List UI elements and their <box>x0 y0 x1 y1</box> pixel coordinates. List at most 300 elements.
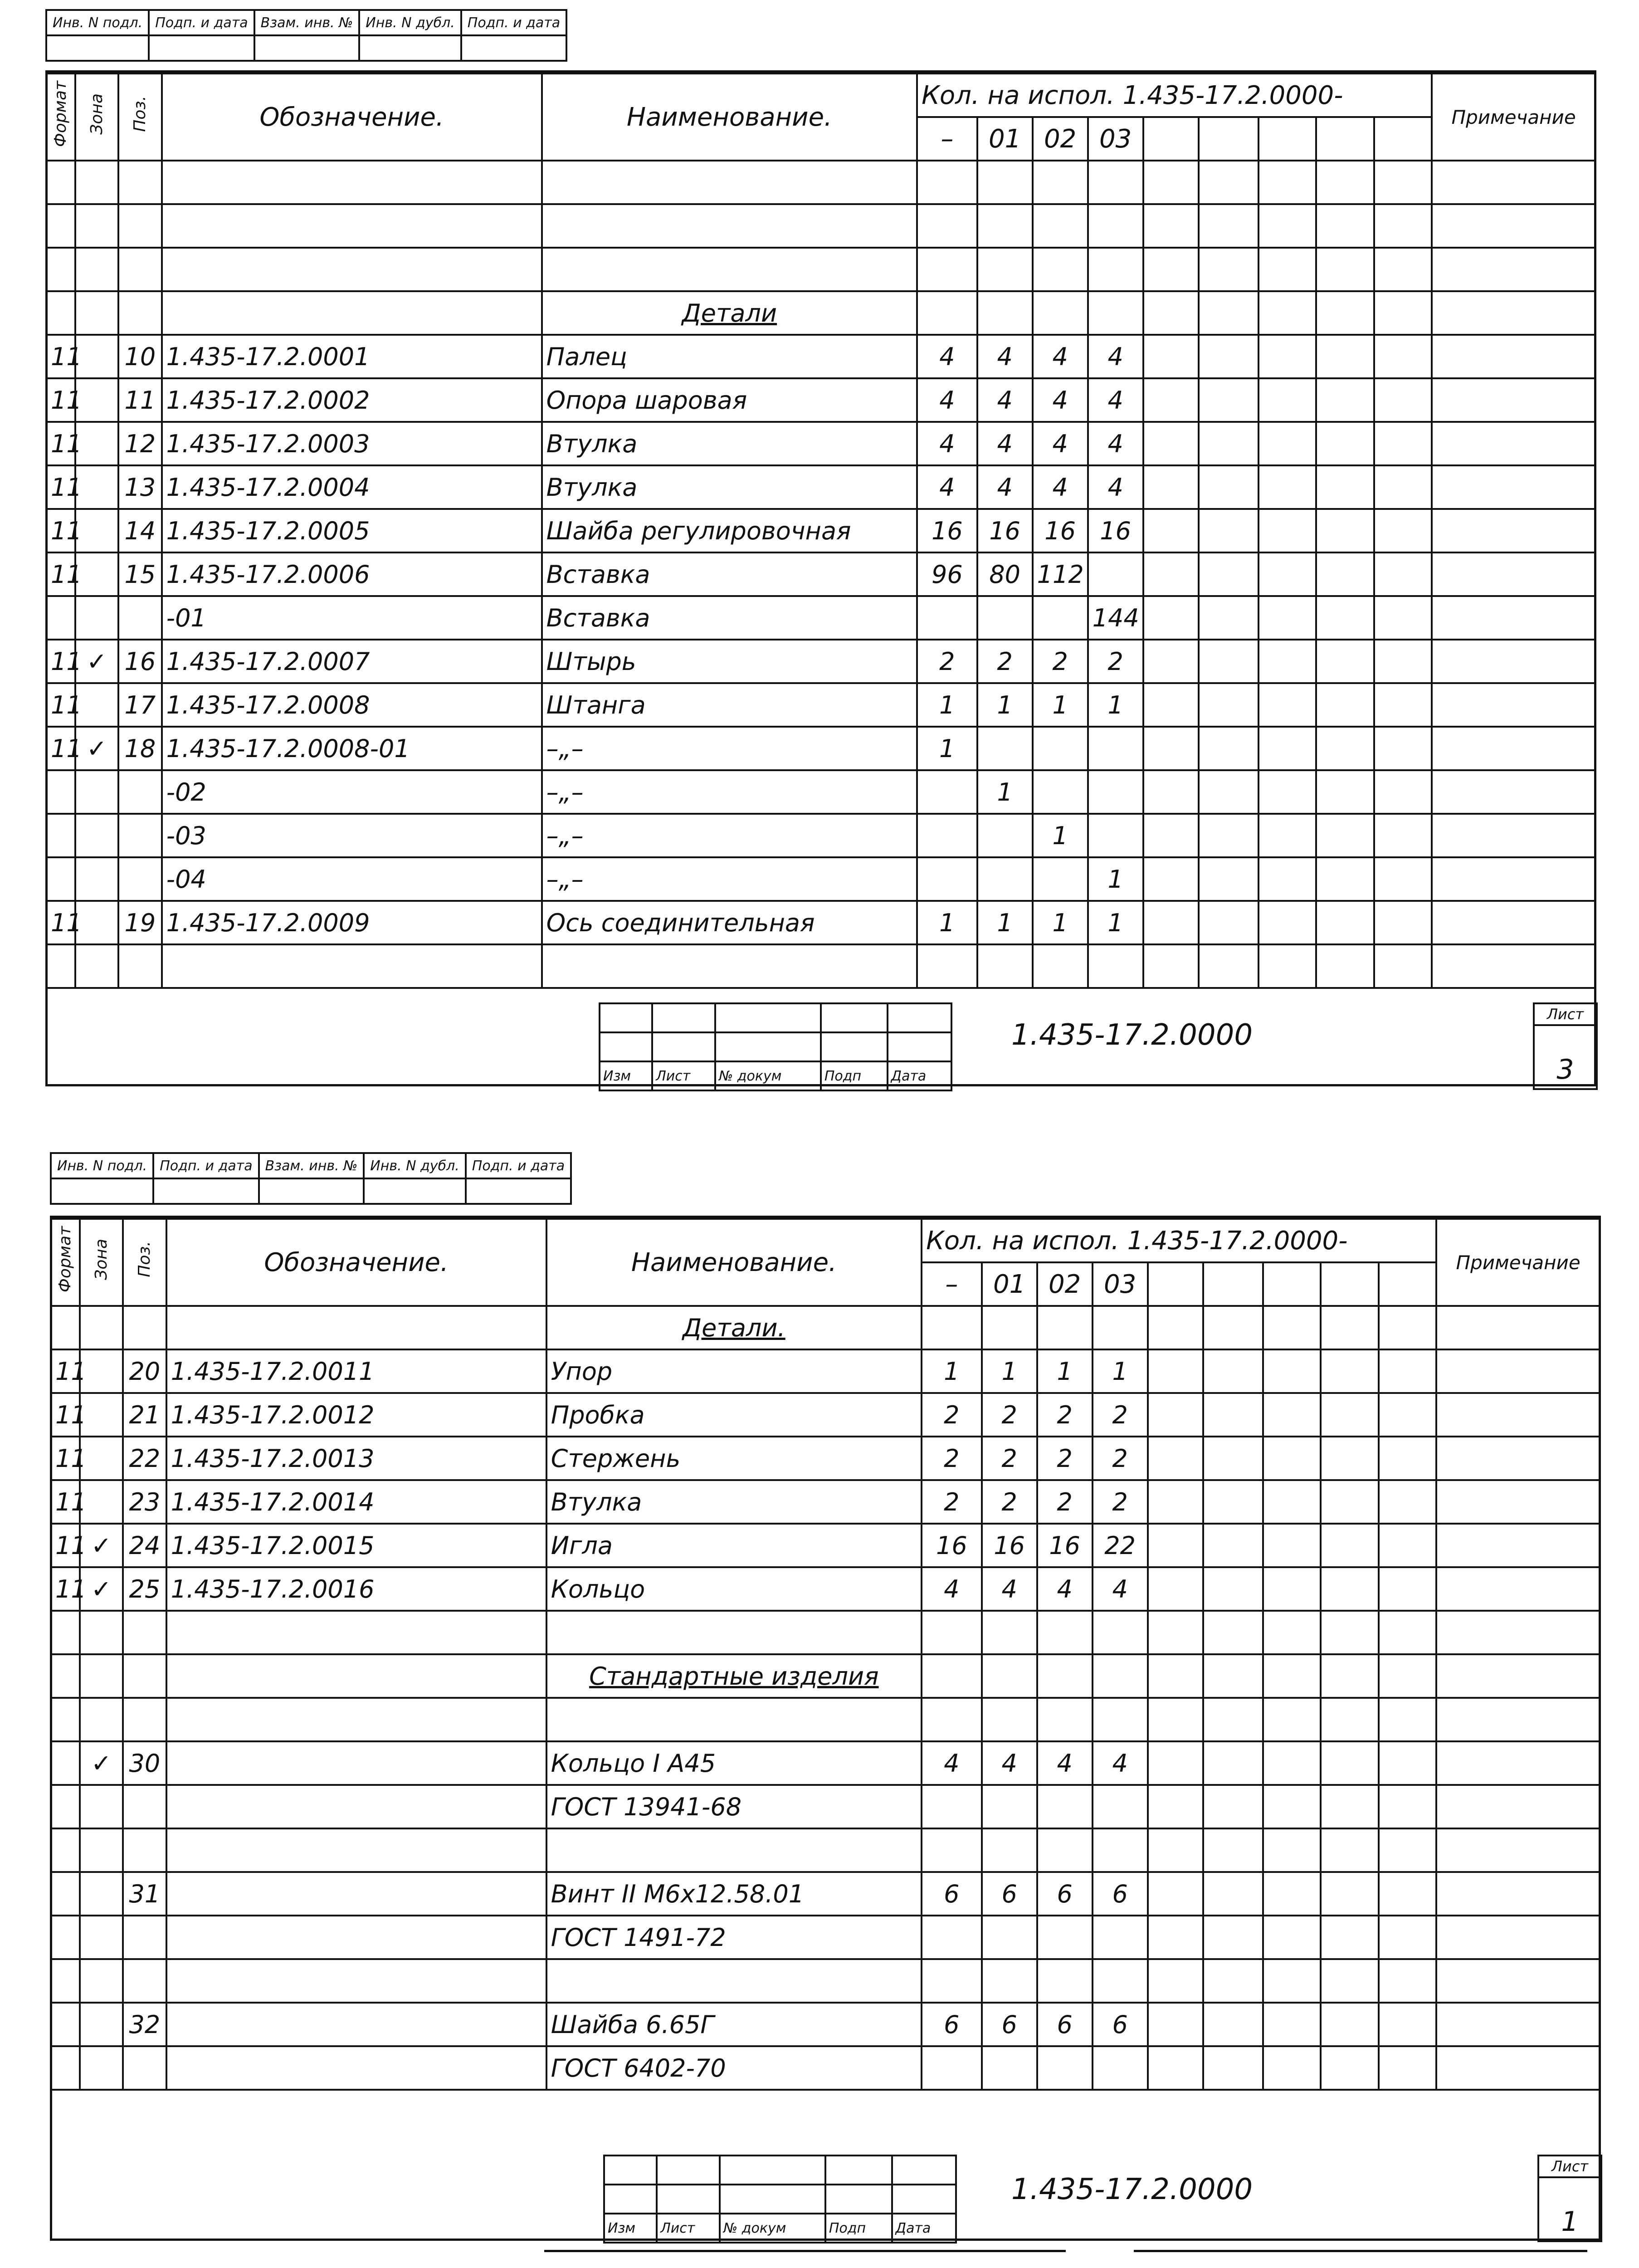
empty-cell <box>1316 248 1374 291</box>
empty-cell <box>1148 2046 1203 2090</box>
sheet-number: 1 <box>1561 2206 1579 2238</box>
name-cell: –„– <box>542 857 917 901</box>
name-cell: Винт II M6x12.58.01 <box>546 1872 922 1916</box>
table-row <box>46 857 1595 901</box>
qty-cell: 4 <box>977 422 1033 465</box>
table-row <box>51 2003 1600 2046</box>
table-row <box>46 422 1595 465</box>
empty-cell <box>1316 727 1374 770</box>
empty-cell <box>1432 291 1595 335</box>
empty-cell <box>1143 552 1199 596</box>
empty-cell <box>917 204 977 248</box>
empty-cell <box>1093 1698 1148 1741</box>
empty-cell <box>162 248 542 291</box>
table-row <box>46 552 1595 596</box>
empty-cell <box>162 944 542 988</box>
empty-cell <box>1436 1611 1600 1654</box>
qty-cell: 6 <box>1093 2003 1148 2046</box>
table-row <box>51 1785 1600 1828</box>
section-title: Детали <box>542 291 917 335</box>
designation-cell: 1.435-17.2.0005 <box>162 509 542 552</box>
empty-cell <box>1321 1393 1378 1437</box>
title-block <box>599 1002 952 1091</box>
spec-table <box>50 1218 1601 2091</box>
pos-cell: 23 <box>123 1480 166 1524</box>
empty-cell <box>1093 1306 1148 1349</box>
format-cell: 11 <box>46 465 75 509</box>
qty-col: 02 <box>1033 117 1088 161</box>
col-format: Формат <box>46 73 75 161</box>
empty-cell <box>1374 291 1432 335</box>
empty-cell <box>1379 1349 1436 1393</box>
qty-cell: 16 <box>982 1524 1037 1567</box>
name-cell: ГОСТ 1491-72 <box>546 1916 922 1959</box>
empty-cell <box>1432 857 1595 901</box>
empty-cell <box>1321 1828 1378 1872</box>
empty-cell <box>1143 944 1199 988</box>
empty-cell <box>166 1306 546 1349</box>
empty-cell <box>1379 1437 1436 1480</box>
qty-cell: 2 <box>1037 1480 1093 1524</box>
stamp-cell: Взам. инв. № <box>254 10 360 35</box>
pos-cell <box>123 2046 166 2090</box>
empty-cell <box>1203 1828 1263 1872</box>
empty-cell <box>1199 552 1259 596</box>
pos-cell: 30 <box>123 1741 166 1785</box>
qty-cell: 16 <box>1033 509 1088 552</box>
empty-cell <box>1316 814 1374 857</box>
empty-cell <box>166 1698 546 1741</box>
qty-cell: 4 <box>922 1567 982 1611</box>
empty-cell <box>1436 1393 1600 1437</box>
empty-cell <box>917 248 977 291</box>
col-name: Наименование. <box>546 1219 922 1306</box>
empty-cell <box>1203 1916 1263 1959</box>
table-row <box>46 335 1595 378</box>
table-row <box>51 1611 1600 1654</box>
empty-cell <box>1093 1828 1148 1872</box>
empty-cell <box>1379 1959 1436 2003</box>
empty-cell <box>546 1959 922 2003</box>
designation-cell <box>166 2003 546 2046</box>
empty-cell <box>1033 944 1088 988</box>
empty-cell <box>1374 509 1432 552</box>
name-cell: –„– <box>542 727 917 770</box>
empty-cell <box>1199 335 1259 378</box>
qty-cell <box>1088 727 1143 770</box>
name-cell: Втулка <box>546 1480 922 1524</box>
empty-cell <box>1148 1785 1203 1828</box>
qty-cell: 22 <box>1093 1524 1148 1567</box>
empty-cell <box>1374 422 1432 465</box>
designation-cell: 1.435-17.2.0013 <box>166 1437 546 1480</box>
empty-cell <box>1093 1654 1148 1698</box>
stamp-cell: Подп. и дата <box>149 10 254 35</box>
qty-cell: 4 <box>982 1567 1037 1611</box>
qty-cell: 4 <box>1088 335 1143 378</box>
format-cell: 11 <box>51 1480 80 1524</box>
empty-cell <box>1088 161 1143 204</box>
name-cell: Ось соединительная <box>542 901 917 944</box>
empty-cell <box>1143 727 1199 770</box>
qty-cell: 2 <box>922 1437 982 1480</box>
section-row <box>51 1654 1600 1698</box>
qty-cell: 2 <box>922 1480 982 1524</box>
empty-cell <box>1436 1698 1600 1741</box>
empty-cell <box>51 1698 80 1741</box>
table-row <box>46 378 1595 422</box>
qty-col: 03 <box>1088 117 1143 161</box>
empty-cell <box>1259 640 1316 683</box>
empty-cell <box>1033 204 1088 248</box>
empty-cell <box>1199 378 1259 422</box>
empty-cell <box>1259 770 1316 814</box>
qty-cell: 1 <box>917 683 977 727</box>
empty-cell <box>1263 1480 1321 1524</box>
empty-cell <box>46 248 75 291</box>
empty-cell <box>1203 1393 1263 1437</box>
empty-cell <box>1436 1480 1600 1524</box>
empty-cell <box>1143 683 1199 727</box>
empty-cell <box>922 1828 982 1872</box>
empty-cell <box>1143 161 1199 204</box>
empty-cell <box>46 161 75 204</box>
empty-cell <box>1374 727 1432 770</box>
tb-label: № докум <box>715 1061 821 1090</box>
pos-cell: 24 <box>123 1524 166 1567</box>
empty-cell <box>1148 1437 1203 1480</box>
format-cell <box>46 814 75 857</box>
qty-cell: 16 <box>977 509 1033 552</box>
empty-cell <box>1148 1654 1203 1698</box>
empty-cell <box>1263 2003 1321 2046</box>
designation-cell <box>166 1872 546 1916</box>
empty-cell <box>1321 1959 1378 2003</box>
zone-cell: ✓ <box>80 1524 123 1567</box>
empty-cell <box>1379 2046 1436 2090</box>
empty-cell <box>166 1654 546 1698</box>
empty-cell <box>1316 465 1374 509</box>
empty-cell <box>1259 944 1316 988</box>
empty-cell <box>1203 1306 1263 1349</box>
pos-cell: 32 <box>123 2003 166 2046</box>
qty-cell: 2 <box>1093 1437 1148 1480</box>
empty-cell <box>1143 857 1199 901</box>
tb-label: Изм <box>600 1061 652 1090</box>
empty-cell <box>982 1306 1037 1349</box>
qty-cell: 4 <box>1093 1567 1148 1611</box>
empty-cell <box>1432 944 1595 988</box>
empty-cell <box>118 291 161 335</box>
format-cell <box>51 1785 80 1828</box>
empty-cell <box>1263 1828 1321 1872</box>
empty-cell <box>1203 2046 1263 2090</box>
qty-cell: 1 <box>1033 901 1088 944</box>
empty-cell <box>1088 291 1143 335</box>
empty-cell <box>1037 1306 1093 1349</box>
format-cell <box>51 2003 80 2046</box>
qty-cell: 6 <box>1037 1872 1093 1916</box>
empty-cell <box>51 1611 80 1654</box>
qty-cell: 4 <box>917 465 977 509</box>
empty-cell <box>1143 901 1199 944</box>
stamp-cell: Инв. N подл. <box>46 10 149 35</box>
stamp-row <box>50 1152 572 1205</box>
empty-cell <box>1148 2003 1203 2046</box>
title-block <box>603 2155 957 2244</box>
empty-cell <box>1259 509 1316 552</box>
empty-cell <box>1088 944 1143 988</box>
empty-cell <box>1199 814 1259 857</box>
qty-cell <box>1033 857 1088 901</box>
empty-cell <box>80 1654 123 1698</box>
tb-label: № докум <box>720 2214 825 2243</box>
empty-cell <box>166 1611 546 1654</box>
empty-cell <box>1374 683 1432 727</box>
designation-cell: 1.435-17.2.0011 <box>166 1349 546 1393</box>
empty-cell <box>1432 509 1595 552</box>
qty-cell <box>1037 2046 1093 2090</box>
format-cell: 11 <box>46 901 75 944</box>
empty-cell <box>922 1306 982 1349</box>
format-cell: 11 <box>51 1567 80 1611</box>
table-row <box>46 901 1595 944</box>
empty-cell <box>1199 465 1259 509</box>
empty-cell <box>1436 1349 1600 1393</box>
qty-cell: 1 <box>1088 683 1143 727</box>
stamp-cell: Подп. и дата <box>466 1153 571 1178</box>
empty-cell <box>1379 1654 1436 1698</box>
qty-cell: 2 <box>1033 640 1088 683</box>
qty-cell: 4 <box>1093 1741 1148 1785</box>
empty-cell <box>1432 378 1595 422</box>
empty-cell <box>1321 2046 1378 2090</box>
table-row <box>46 683 1595 727</box>
qty-cell: 6 <box>1037 2003 1093 2046</box>
empty-cell <box>1148 1698 1203 1741</box>
qty-cell: 1 <box>977 770 1033 814</box>
empty-cell <box>1259 422 1316 465</box>
qty-cell: 2 <box>977 640 1033 683</box>
empty-cell <box>166 1959 546 2003</box>
empty-cell <box>1263 1872 1321 1916</box>
designation-cell: 1.435-17.2.0014 <box>166 1480 546 1524</box>
empty-cell <box>1033 248 1088 291</box>
empty-cell <box>1148 1916 1203 1959</box>
empty-cell <box>1263 2046 1321 2090</box>
empty-cell <box>1432 248 1595 291</box>
section-row <box>51 1306 1600 1349</box>
qty-cell: 2 <box>1093 1393 1148 1437</box>
empty-cell <box>118 161 161 204</box>
qty-cell: 4 <box>917 378 977 422</box>
col-pos: Поз. <box>123 1219 166 1306</box>
empty-cell <box>1033 161 1088 204</box>
empty-cell <box>1143 335 1199 378</box>
qty-col: 03 <box>1093 1262 1148 1306</box>
table-row <box>51 1567 1600 1611</box>
qty-cell: 1 <box>1033 683 1088 727</box>
empty-cell <box>982 1611 1037 1654</box>
qty-cell <box>1037 1785 1093 1828</box>
empty-cell <box>1374 944 1432 988</box>
zone-cell <box>75 814 118 857</box>
table-row <box>46 814 1595 857</box>
empty-cell <box>1263 1306 1321 1349</box>
qty-cell: 4 <box>1088 422 1143 465</box>
empty-cell <box>75 161 118 204</box>
empty-cell <box>982 1698 1037 1741</box>
empty-cell <box>1316 422 1374 465</box>
name-cell: Стержень <box>546 1437 922 1480</box>
empty-cell <box>1259 857 1316 901</box>
format-cell: 11 <box>46 552 75 596</box>
qty-cell: 2 <box>1093 1480 1148 1524</box>
format-cell: 11 <box>46 683 75 727</box>
qty-cell <box>922 2046 982 2090</box>
empty-cell <box>1321 1741 1378 1785</box>
name-cell: –„– <box>542 770 917 814</box>
zone-cell: ✓ <box>75 640 118 683</box>
empty-cell <box>1374 378 1432 422</box>
empty-cell <box>1321 1611 1378 1654</box>
empty-cell <box>80 1698 123 1741</box>
empty-cell <box>1263 1611 1321 1654</box>
empty-cell <box>1263 1393 1321 1437</box>
qty-cell: 4 <box>1088 465 1143 509</box>
zone-cell <box>75 596 118 640</box>
qty-cell: 4 <box>922 1741 982 1785</box>
empty-cell <box>542 161 917 204</box>
designation-cell: -01 <box>162 596 542 640</box>
empty-cell <box>1093 1611 1148 1654</box>
sheet-1 <box>0 0 1639 1098</box>
pos-cell: 17 <box>118 683 161 727</box>
zone-cell <box>80 2046 123 2090</box>
qty-cell <box>1093 2046 1148 2090</box>
table-row <box>51 1959 1600 2003</box>
name-cell: Втулка <box>542 422 917 465</box>
empty-cell <box>1263 1916 1321 1959</box>
qty-cell: 16 <box>922 1524 982 1567</box>
col-note: Примечание <box>1432 73 1595 161</box>
empty-cell <box>1436 1828 1600 1872</box>
qty-cell <box>982 2046 1037 2090</box>
empty-cell <box>46 204 75 248</box>
empty-cell <box>162 291 542 335</box>
table-row <box>51 1741 1600 1785</box>
name-cell: Опора шаровая <box>542 378 917 422</box>
empty-cell <box>917 161 977 204</box>
format-cell: 11 <box>46 727 75 770</box>
empty-cell <box>1316 596 1374 640</box>
empty-cell <box>1148 1872 1203 1916</box>
designation-cell: 1.435-17.2.0004 <box>162 465 542 509</box>
format-cell <box>46 770 75 814</box>
empty-cell <box>1432 901 1595 944</box>
empty-cell <box>1259 291 1316 335</box>
empty-cell <box>1259 335 1316 378</box>
format-cell: 11 <box>46 378 75 422</box>
empty-cell <box>1374 596 1432 640</box>
empty-cell <box>1432 552 1595 596</box>
empty-cell <box>1374 248 1432 291</box>
qty-cell: 16 <box>917 509 977 552</box>
document-number: 1.435-17.2.0000 <box>1011 2173 1253 2206</box>
empty-cell <box>1037 1654 1093 1698</box>
pos-cell: 12 <box>118 422 161 465</box>
format-cell: 11 <box>46 422 75 465</box>
qty-col: 01 <box>977 117 1033 161</box>
empty-cell <box>1374 204 1432 248</box>
empty-cell <box>1088 204 1143 248</box>
empty-cell <box>977 248 1033 291</box>
empty-cell <box>542 248 917 291</box>
zone-cell <box>80 1785 123 1828</box>
empty-cell <box>977 161 1033 204</box>
empty-cell <box>1263 1524 1321 1567</box>
empty-cell <box>1199 944 1259 988</box>
empty-cell <box>166 1828 546 1872</box>
empty-cell <box>1316 683 1374 727</box>
qty-cell: 2 <box>917 640 977 683</box>
table-row <box>51 1828 1600 1872</box>
designation-cell <box>166 2046 546 2090</box>
col-note: Примечание <box>1436 1219 1600 1306</box>
stamp-cell: Подп. и дата <box>153 1153 259 1178</box>
empty-cell <box>922 1959 982 2003</box>
qty-cell: 16 <box>1037 1524 1093 1567</box>
table-row <box>46 509 1595 552</box>
table-row <box>46 248 1595 291</box>
empty-cell <box>1321 1785 1378 1828</box>
qty-cell: 4 <box>1033 465 1088 509</box>
tb-label: Дата <box>888 1061 951 1090</box>
name-cell: Втулка <box>542 465 917 509</box>
empty-cell <box>75 204 118 248</box>
empty-cell <box>1436 1306 1600 1349</box>
stamp-cell: Инв. N дубл. <box>359 10 461 35</box>
empty-cell <box>1148 1480 1203 1524</box>
empty-cell <box>1259 204 1316 248</box>
empty-cell <box>1203 1654 1263 1698</box>
table-row <box>51 1349 1600 1393</box>
qty-cell: 96 <box>917 552 977 596</box>
empty-cell <box>1321 1654 1378 1698</box>
empty-cell <box>1379 1698 1436 1741</box>
format-cell: 11 <box>51 1437 80 1480</box>
empty-cell <box>118 248 161 291</box>
designation-cell: 1.435-17.2.0016 <box>166 1567 546 1611</box>
table-row <box>51 1393 1600 1437</box>
empty-cell <box>1259 161 1316 204</box>
empty-cell <box>1143 378 1199 422</box>
qty-cell <box>917 857 977 901</box>
table-row <box>51 1437 1600 1480</box>
pos-cell: 18 <box>118 727 161 770</box>
empty-cell <box>1203 1437 1263 1480</box>
empty-cell <box>1379 1567 1436 1611</box>
sheet-label: Лист <box>1539 2156 1600 2178</box>
name-cell: Вставка <box>542 596 917 640</box>
qty-cell: 2 <box>922 1393 982 1437</box>
tb-label: Лист <box>652 1061 715 1090</box>
empty-cell <box>1203 1349 1263 1393</box>
empty-cell <box>1436 1654 1600 1698</box>
empty-cell <box>1143 596 1199 640</box>
empty-cell <box>1321 1698 1378 1741</box>
empty-cell <box>546 1698 922 1741</box>
